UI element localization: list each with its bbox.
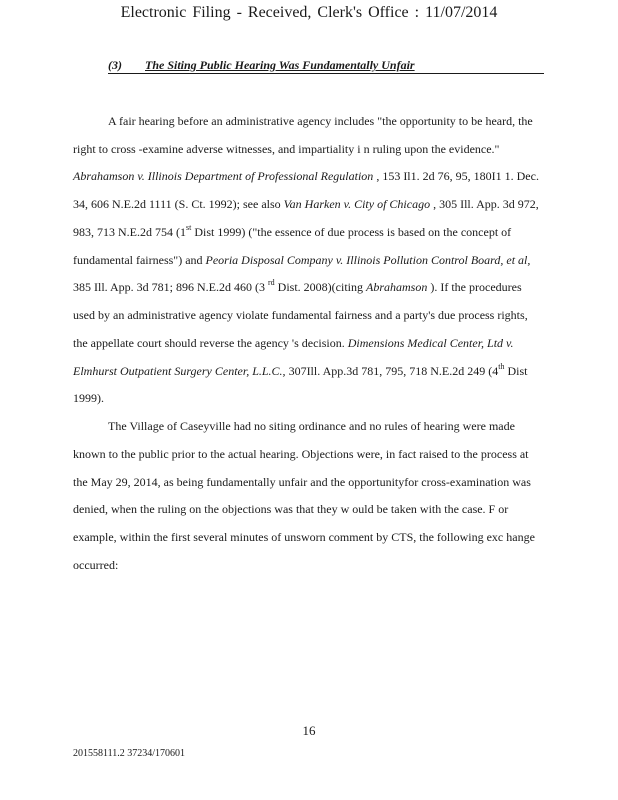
text-line (73, 253, 530, 267)
text-span: Dist. 2008)(citing (274, 280, 366, 294)
text-line: right to cross -examine adverse witnesses, and impartiality i n ruling upon the evidence." (73, 142, 500, 156)
text-span: Dist 1999) ("the essence of due process is based on the concept of (191, 225, 512, 239)
text-line (73, 364, 527, 378)
text-line: used by an administrative agency violate fundamental fairness and a party's due process rights, (73, 308, 528, 322)
document-id-footer: 201558111.2 37234/170601 (73, 748, 186, 759)
text-line (73, 225, 511, 239)
text-line (73, 169, 539, 183)
text-span: the appellate court should reverse the agency 's decision. (73, 336, 348, 350)
text-span: 307Ill. App.3d 781, 795, 718 N.E.2d 249 (4 (285, 364, 499, 378)
section-heading (108, 58, 544, 74)
text-line: The Village of Caseyville had no siting ordinance and no rules of hearing were made (108, 419, 515, 433)
text-line: known to the public prior to the actual hearing. Objections were, in fact raised to the process at (73, 447, 529, 461)
case-citation: Abrahamson v. Illinois Department of Professional Regulation (73, 169, 374, 183)
superscript: st (186, 223, 192, 232)
efiling-header: Electronic Filing - Received, Clerk's Office : 11/07/2014 (120, 4, 498, 21)
text-line: A fair hearing before an administrative agency includes "the opportunity to be heard, the (108, 114, 533, 128)
case-citation: Van Harken v. City of Chicago (283, 197, 431, 211)
text-span: fundamental fairness") and (73, 253, 206, 267)
section-number: (3) (108, 58, 122, 72)
text-line (73, 336, 514, 350)
text-line (73, 280, 522, 294)
text-line (73, 197, 539, 211)
case-citation: Peoria Disposal Company v. Illinois Pollution Control Board, et al, (205, 253, 531, 267)
case-citation: Abrahamson (366, 280, 428, 294)
text-span: 34, 606 N.E.2d 1111 (S. Ct. 1992); see also (73, 197, 284, 211)
text-span: , 305 Ill. App. 3d 972, (430, 197, 539, 211)
text-line: denied, when the ruling on the objections was that they w ould be taken with the case. F or (73, 502, 509, 516)
text-span: Dist (504, 364, 528, 378)
case-citation: Elmhurst Outpatient Surgery Center, L.L.C., (73, 364, 286, 378)
text-span: ). If the procedures (427, 280, 522, 294)
superscript: rd (268, 278, 275, 287)
case-citation: Dimensions Medical Center, Ltd v. (347, 336, 514, 350)
page-number: 16 (302, 723, 316, 738)
superscript: th (498, 362, 505, 371)
section-title: The Siting Public Hearing Was Fundamentally Unfair (145, 58, 415, 72)
text-span: , 153 Il1. 2d 76, 95, 180I1 1. Dec. (373, 169, 539, 183)
text-span: 385 Ill. App. 3d 781; 896 N.E.2d 460 (3 (73, 280, 268, 294)
text-line: example, within the first several minutes of unsworn comment by CTS, the following exc hange (73, 530, 535, 544)
text-line: the May 29, 2014, as being fundamentally unfair and the opportunityfor cross-examination was (73, 475, 531, 489)
text-line: occurred: (73, 558, 119, 572)
text-line: 1999). (73, 391, 104, 405)
text-span: 983, 713 N.E.2d 754 (1 (73, 225, 186, 239)
